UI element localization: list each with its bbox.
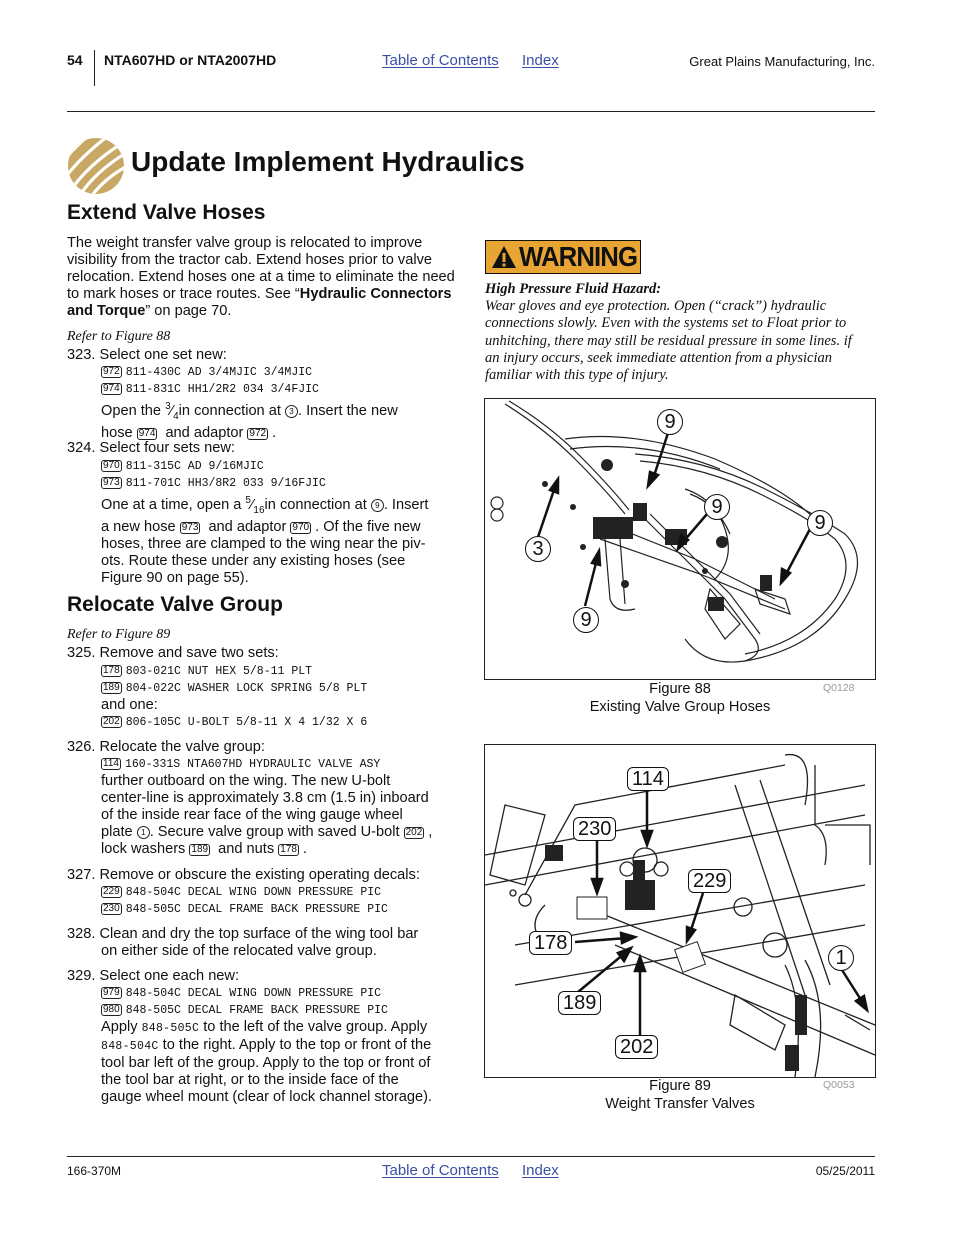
ref-box: 202 <box>103 716 120 727</box>
text-run: in connection at <box>264 496 371 513</box>
figure-88 <box>484 398 876 680</box>
step-329 <box>67 968 239 985</box>
text-run: center-line is approximately 3.8 cm (1.5 in) inboard <box>101 790 429 806</box>
ref-box: 970 <box>292 521 310 533</box>
ref-box: 189 <box>191 844 209 855</box>
text-run: Wear gloves and eye protection. Open (“crack”) hydraulic <box>485 298 827 314</box>
step-326-instructions <box>101 773 461 858</box>
warning-badge <box>485 240 641 274</box>
step-text: Select one each new: <box>99 968 240 984</box>
ref-box: 178 <box>280 844 297 855</box>
figure-89-callout: 230 <box>573 817 616 841</box>
refer-figure-89: Refer to Figure 89 <box>67 627 171 642</box>
ref-box: 980 <box>103 1004 120 1015</box>
text-run: One at a time, open a <box>101 496 246 513</box>
step-323 <box>67 347 227 364</box>
model-name: NTA607HD or NTA2007HD <box>104 52 277 68</box>
text-run: to the right. Apply to the top or front of the <box>158 1037 432 1053</box>
text-run: hose <box>101 424 137 441</box>
footer-index-link[interactable]: Index <box>522 1162 559 1179</box>
part-line <box>101 985 381 1002</box>
part-line <box>101 364 312 381</box>
step-324 <box>67 440 235 457</box>
intro-end: ” on page 70. <box>145 303 232 319</box>
intro-paragraph <box>67 235 461 320</box>
part-desc: 804-022C WASHER LOCK SPRING 5/8 PLT <box>125 682 368 695</box>
header-toc-link[interactable]: Table of Contents <box>382 52 499 69</box>
text-run: plate <box>101 824 137 840</box>
text-run: and adaptor <box>161 424 248 441</box>
header-rule <box>67 111 875 112</box>
text-run: . Secure valve group with saved U-bolt <box>149 824 404 840</box>
part-line <box>101 884 381 901</box>
text-run: and adaptor <box>204 518 291 535</box>
text-run: Apply <box>101 1019 142 1035</box>
figure-88-callout: 9 <box>704 494 730 520</box>
valve-photo-illustration <box>485 745 875 1077</box>
figure-88-callout: 9 <box>573 607 599 633</box>
callout-circle: 1 <box>137 826 150 839</box>
step-323-instructions: Open the $^3⁄_4in$ connection at 3 . Insert the new hose 974 and adaptor 972 . <box>101 401 398 441</box>
fraction-numerator: 3 <box>165 401 171 412</box>
part-desc: 848-505C DECAL FRAME BACK PRESSURE PIC <box>125 1004 388 1017</box>
figure-89-callout: 1 <box>828 945 854 971</box>
warning-triangle-icon <box>491 245 517 269</box>
footer-rule <box>67 1156 875 1157</box>
part-line <box>101 458 264 475</box>
part-desc: 811-701C HH3/8R2 033 9/16FJIC <box>125 477 326 490</box>
part-line <box>101 475 326 492</box>
figure-89-callout: 189 <box>558 991 601 1015</box>
step-329-instructions <box>101 1019 461 1106</box>
text-run: Figure 90 on page 55). <box>101 569 249 586</box>
section-heading-relocate-valve-group: Relocate Valve Group <box>67 593 283 616</box>
text-run: . Insert <box>383 496 429 513</box>
ref-box: 178 <box>103 665 120 676</box>
text-run: on either side of the relocated valve group. <box>101 943 377 959</box>
ref-box: 202 <box>405 827 423 838</box>
figure-89-callout: 178 <box>529 931 572 955</box>
step-328 <box>67 926 461 960</box>
step-text: Remove or obscure the existing operating decals: <box>99 867 420 883</box>
text-run: of the inside rear face of the wing gauge wheel <box>101 807 403 823</box>
part-desc: 848-504C DECAL WING DOWN PRESSURE PIC <box>125 987 382 1000</box>
part-line <box>101 663 312 680</box>
step-number: 323. <box>67 347 96 363</box>
step-text: Remove and save two sets: <box>99 645 279 661</box>
ref-box: 974 <box>103 383 120 394</box>
intro-bold-link: Hydraulic Connectors and Torque <box>67 286 452 319</box>
text-run: , <box>428 824 433 840</box>
ref-box: 970 <box>103 460 120 471</box>
figure-88-label: Figure 88 <box>649 681 711 697</box>
callout-circle: 9 <box>371 499 384 512</box>
text-run: . <box>272 424 277 441</box>
refer-figure-88: Refer to Figure 88 <box>67 329 171 344</box>
step-326 <box>67 739 265 756</box>
company-name: Great Plains Manufacturing, Inc. <box>689 54 875 69</box>
figure-88-callout: 3 <box>525 536 551 562</box>
brand-logo-icon <box>67 137 125 195</box>
ref-box: 189 <box>103 682 120 693</box>
fraction-numerator: 5 <box>245 495 251 506</box>
part-line <box>101 714 367 731</box>
text-run: unhitching, there may still be residual pressure in some lines. if <box>485 332 852 349</box>
step-text: Select four sets new: <box>99 440 235 456</box>
ref-box: 979 <box>103 987 120 998</box>
part-desc: 806-105C U-BOLT 5/8-11 X 4 1/32 X 6 <box>125 716 368 729</box>
part-line <box>101 756 380 773</box>
text-run: . <box>302 841 307 857</box>
part-desc: 811-430C AD 3/4MJIC 3/4MJIC <box>125 366 313 379</box>
callout-circle: 3 <box>285 405 298 418</box>
part-line <box>101 381 319 398</box>
and-one-text: and one: <box>101 697 158 713</box>
ref-box: 972 <box>103 366 120 377</box>
ref-box: 973 <box>103 477 120 488</box>
doc-number: 166-370M <box>67 1164 122 1178</box>
text-run: ots. Route these under any existing hoses (see <box>101 552 406 569</box>
step-text: Relocate the valve group: <box>99 739 265 755</box>
footer-date: 05/25/2011 <box>815 1164 875 1178</box>
ref-box: 230 <box>103 903 120 914</box>
ref-box: 972 <box>249 427 267 439</box>
step-number: 327. <box>67 867 96 883</box>
figure-89-label: Figure 89 <box>649 1078 711 1094</box>
text-run: Open the <box>101 402 166 419</box>
header-divider <box>94 50 95 86</box>
text-run: tool bar left of the group. Apply to the top or front of <box>101 1055 431 1071</box>
text-run: lock washers <box>101 841 190 857</box>
step-number: 324. <box>67 440 96 456</box>
step-number: 325. <box>67 645 96 661</box>
section-heading-extend-valve-hoses: Extend Valve Hoses <box>67 201 266 224</box>
text-run: hoses, three are clamped to the wing near the piv- <box>101 535 426 552</box>
header-index-link[interactable]: Index <box>522 52 559 69</box>
text-run: familiar with this type of injury. <box>485 367 669 384</box>
part-desc: 811-831C HH1/2R2 034 3/4FJIC <box>125 383 319 396</box>
text-run: the tool bar at right, or to the inside face of the <box>101 1072 399 1088</box>
part-desc: 848-504C DECAL WING DOWN PRESSURE PIC <box>125 886 382 899</box>
step-325 <box>67 645 279 662</box>
text-run: gauge wheel mount (clear of lock channel storage). <box>101 1089 432 1105</box>
figure-88-callout: 9 <box>807 510 833 536</box>
step-number: 326. <box>67 739 96 755</box>
figure-89-caption: Weight Transfer Valves <box>605 1096 755 1112</box>
footer-toc-link[interactable]: Table of Contents <box>382 1162 499 1179</box>
fraction-denominator: 16 <box>253 504 265 516</box>
text-run: an injury occurs, seek immediate attention from a physician <box>485 349 832 366</box>
text-run: Clean and dry the top surface of the wing tool bar <box>99 926 419 942</box>
text-run: . Of the five new <box>315 518 421 535</box>
warning-hazard-title: High Pressure Fluid Hazard: <box>485 281 662 297</box>
code-run: 848-504C <box>101 1040 159 1053</box>
ref-box: 973 <box>181 521 199 533</box>
ref-box: 974 <box>138 427 156 439</box>
warning-label: WARNING <box>519 241 638 272</box>
fraction-denominator: 4 <box>173 410 179 422</box>
text-run: in connection at <box>178 402 285 419</box>
figure-88-code: Q0128 <box>823 682 855 694</box>
intro-text: The weight transfer valve group is relocated to improve visibility from the tractor cab. Extend hoses prior to valve relocation. Extend hoses one at a time to eliminate the need to mark hoses or trace routes. See “ <box>67 235 455 302</box>
figure-89-code: Q0053 <box>823 1079 855 1091</box>
page-number: 54 <box>67 52 83 68</box>
part-line <box>101 680 367 697</box>
part-desc: 811-315C AD 9/16MJIC <box>125 460 264 473</box>
text-run: and nuts <box>214 841 279 857</box>
figure-89-callout: 114 <box>627 767 669 791</box>
step-text: Select one set new: <box>99 347 227 363</box>
part-desc: 803-021C NUT HEX 5/8-11 PLT <box>125 665 313 678</box>
page-title: Update Implement Hydraulics <box>131 146 525 177</box>
part-desc: 848-505C DECAL FRAME BACK PRESSURE PIC <box>125 903 388 916</box>
text-run: further outboard on the wing. The new U-bolt <box>101 773 391 789</box>
figure-88-callout: 9 <box>657 409 683 435</box>
code-run: 848-505C <box>141 1022 200 1035</box>
figure-88-caption: Existing Valve Group Hoses <box>589 699 771 715</box>
figure-89 <box>484 744 876 1078</box>
part-line <box>101 901 388 918</box>
step-number: 329. <box>67 968 96 984</box>
ref-box: 229 <box>103 886 120 897</box>
part-line <box>101 1002 388 1019</box>
ref-box: 114 <box>103 758 119 769</box>
warning-body <box>485 298 880 384</box>
text-run: to the left of the valve group. Apply <box>199 1019 428 1035</box>
text-run: a new hose <box>101 518 180 535</box>
step-number: 328. <box>67 926 96 942</box>
text-run: connections slowly. Even with the systems set to Float prior to <box>485 315 847 332</box>
figure-89-callout: 229 <box>688 869 731 893</box>
step-324-instructions: One at a time, open a $^5⁄_{16}in$ connection at 9 . Insert a new hose 973 and adaptor 970 . Of the five new hoses, three are clamped to the wing near the piv- ots. Route these under any existing hoses (see Figure 90 on page 55). <box>101 495 429 586</box>
part-desc: 160-331S NTA607HD HYDRAULIC VALVE ASY <box>124 758 381 771</box>
text-run: . Insert the new <box>297 402 398 419</box>
figure-89-callout: 202 <box>615 1035 658 1059</box>
step-327 <box>67 867 420 884</box>
